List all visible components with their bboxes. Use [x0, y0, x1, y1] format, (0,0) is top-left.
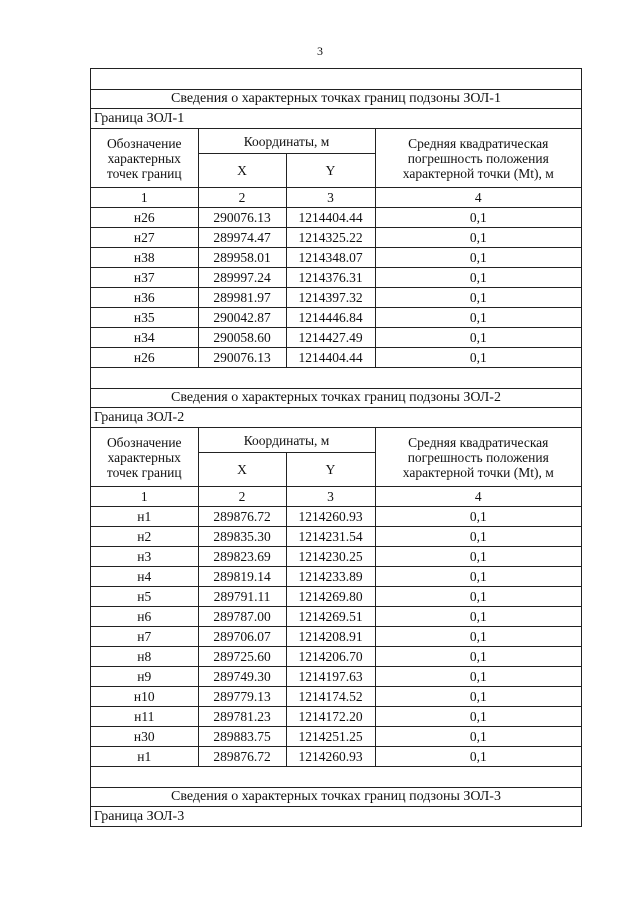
table-row	[91, 268, 581, 288]
coordinate-y: 1214397.32	[286, 288, 375, 308]
position-error: 0,1	[375, 607, 581, 627]
coordinate-x: 289725.60	[198, 647, 286, 667]
coordinate-y: 1214208.91	[286, 627, 375, 647]
table-row	[91, 228, 581, 248]
header-x: X	[198, 453, 286, 487]
coordinate-x: 289706.07	[198, 627, 286, 647]
position-error: 0,1	[375, 527, 581, 547]
coordinate-y: 1214174.52	[286, 687, 375, 707]
table-row	[91, 288, 581, 308]
coordinate-x: 289997.24	[198, 268, 286, 288]
table-row	[91, 607, 581, 627]
coordinate-x: 289981.97	[198, 288, 286, 308]
point-designation: н2	[91, 527, 198, 547]
point-designation: н34	[91, 328, 198, 348]
position-error: 0,1	[375, 308, 581, 328]
coordinate-y: 1214233.89	[286, 567, 375, 587]
point-designation: н11	[91, 707, 198, 727]
position-error: 0,1	[375, 687, 581, 707]
table-row	[91, 547, 581, 567]
point-designation: н3	[91, 547, 198, 567]
section-title: Сведения о характерных точках границ подзоны ЗОЛ-1	[91, 90, 581, 109]
table-row	[91, 348, 581, 368]
boundary-label: Граница ЗОЛ-3	[91, 807, 581, 827]
column-number: 3	[286, 487, 375, 507]
point-designation: н26	[91, 348, 198, 368]
points-table-zol-1	[91, 129, 581, 368]
position-error: 0,1	[375, 348, 581, 368]
column-number: 2	[198, 188, 286, 208]
table-row	[91, 667, 581, 687]
position-error: 0,1	[375, 507, 581, 527]
coordinate-x: 289883.75	[198, 727, 286, 747]
header-error: Средняя квадратическая погрешность положения характерной точки (Mt), м	[375, 428, 581, 487]
coordinate-y: 1214269.80	[286, 587, 375, 607]
coordinate-x: 289958.01	[198, 248, 286, 268]
point-designation: н27	[91, 228, 198, 248]
coordinate-x: 289823.69	[198, 547, 286, 567]
coordinate-x: 289781.23	[198, 707, 286, 727]
coordinate-x: 289876.72	[198, 507, 286, 527]
table-row	[91, 647, 581, 667]
position-error: 0,1	[375, 328, 581, 348]
header-designation: Обозначение характерных точек границ	[91, 129, 198, 188]
coordinate-x: 289835.30	[198, 527, 286, 547]
table-row	[91, 328, 581, 348]
table-row	[91, 248, 581, 268]
position-error: 0,1	[375, 248, 581, 268]
point-designation: н38	[91, 248, 198, 268]
column-number: 2	[198, 487, 286, 507]
header-designation: Обозначение характерных точек границ	[91, 428, 198, 487]
coordinate-x: 289779.13	[198, 687, 286, 707]
coordinate-y: 1214260.93	[286, 747, 375, 767]
position-error: 0,1	[375, 747, 581, 767]
position-error: 0,1	[375, 627, 581, 647]
boundary-label: Граница ЗОЛ-1	[91, 109, 581, 129]
table-row	[91, 747, 581, 767]
table-row	[91, 687, 581, 707]
point-designation: н37	[91, 268, 198, 288]
boundary-label: Граница ЗОЛ-2	[91, 408, 581, 428]
coordinate-x: 289819.14	[198, 567, 286, 587]
coordinate-y: 1214197.63	[286, 667, 375, 687]
position-error: 0,1	[375, 587, 581, 607]
section-title: Сведения о характерных точках границ подзоны ЗОЛ-3	[91, 788, 581, 807]
point-designation: н26	[91, 208, 198, 228]
point-designation: н9	[91, 667, 198, 687]
point-designation: н5	[91, 587, 198, 607]
header-y: Y	[286, 453, 375, 487]
coordinate-y: 1214206.70	[286, 647, 375, 667]
coordinate-x: 289974.47	[198, 228, 286, 248]
section-spacer	[91, 368, 581, 389]
page-number: 3	[317, 44, 323, 58]
point-designation: н8	[91, 647, 198, 667]
coordinate-y: 1214427.49	[286, 328, 375, 348]
point-designation: н7	[91, 627, 198, 647]
coordinate-x: 290076.13	[198, 208, 286, 228]
coordinate-y: 1214376.31	[286, 268, 375, 288]
point-designation: н1	[91, 747, 198, 767]
position-error: 0,1	[375, 567, 581, 587]
coordinate-y: 1214348.07	[286, 248, 375, 268]
section-title: Сведения о характерных точках границ подзоны ЗОЛ-2	[91, 389, 581, 408]
coordinate-x: 289787.00	[198, 607, 286, 627]
coordinates-table	[90, 68, 582, 827]
column-number: 4	[375, 487, 581, 507]
point-designation: н35	[91, 308, 198, 328]
coordinate-y: 1214446.84	[286, 308, 375, 328]
coordinate-y: 1214269.51	[286, 607, 375, 627]
position-error: 0,1	[375, 268, 581, 288]
position-error: 0,1	[375, 707, 581, 727]
point-designation: н30	[91, 727, 198, 747]
table-row	[91, 707, 581, 727]
coordinate-x: 289749.30	[198, 667, 286, 687]
column-number: 3	[286, 188, 375, 208]
position-error: 0,1	[375, 288, 581, 308]
table-row	[91, 587, 581, 607]
table-row	[91, 507, 581, 527]
position-error: 0,1	[375, 667, 581, 687]
table-row	[91, 627, 581, 647]
coordinate-y: 1214231.54	[286, 527, 375, 547]
section-spacer	[91, 767, 581, 788]
coordinate-x: 289876.72	[198, 747, 286, 767]
points-table-zol-2	[91, 428, 581, 767]
table-row	[91, 208, 581, 228]
header-error: Средняя квадратическая погрешность положения характерной точки (Mt), м	[375, 129, 581, 188]
coordinate-y: 1214260.93	[286, 507, 375, 527]
coordinate-x: 289791.11	[198, 587, 286, 607]
column-number: 1	[91, 188, 198, 208]
position-error: 0,1	[375, 727, 581, 747]
coordinate-y: 1214404.44	[286, 208, 375, 228]
coordinate-y: 1214251.25	[286, 727, 375, 747]
position-error: 0,1	[375, 228, 581, 248]
position-error: 0,1	[375, 547, 581, 567]
table-row	[91, 567, 581, 587]
position-error: 0,1	[375, 647, 581, 667]
coordinate-y: 1214404.44	[286, 348, 375, 368]
position-error: 0,1	[375, 208, 581, 228]
point-designation: н10	[91, 687, 198, 707]
point-designation: н1	[91, 507, 198, 527]
coordinate-x: 290042.87	[198, 308, 286, 328]
header-coordinates: Координаты, м	[198, 129, 375, 154]
header-y: Y	[286, 154, 375, 188]
section-spacer	[91, 69, 581, 90]
coordinate-y: 1214230.25	[286, 547, 375, 567]
point-designation: н6	[91, 607, 198, 627]
table-row	[91, 308, 581, 328]
column-number: 4	[375, 188, 581, 208]
coordinate-y: 1214172.20	[286, 707, 375, 727]
header-coordinates: Координаты, м	[198, 428, 375, 453]
coordinate-x: 290076.13	[198, 348, 286, 368]
header-x: X	[198, 154, 286, 188]
column-number: 1	[91, 487, 198, 507]
coordinate-y: 1214325.22	[286, 228, 375, 248]
table-row	[91, 727, 581, 747]
point-designation: н36	[91, 288, 198, 308]
point-designation: н4	[91, 567, 198, 587]
coordinate-x: 290058.60	[198, 328, 286, 348]
table-row	[91, 527, 581, 547]
